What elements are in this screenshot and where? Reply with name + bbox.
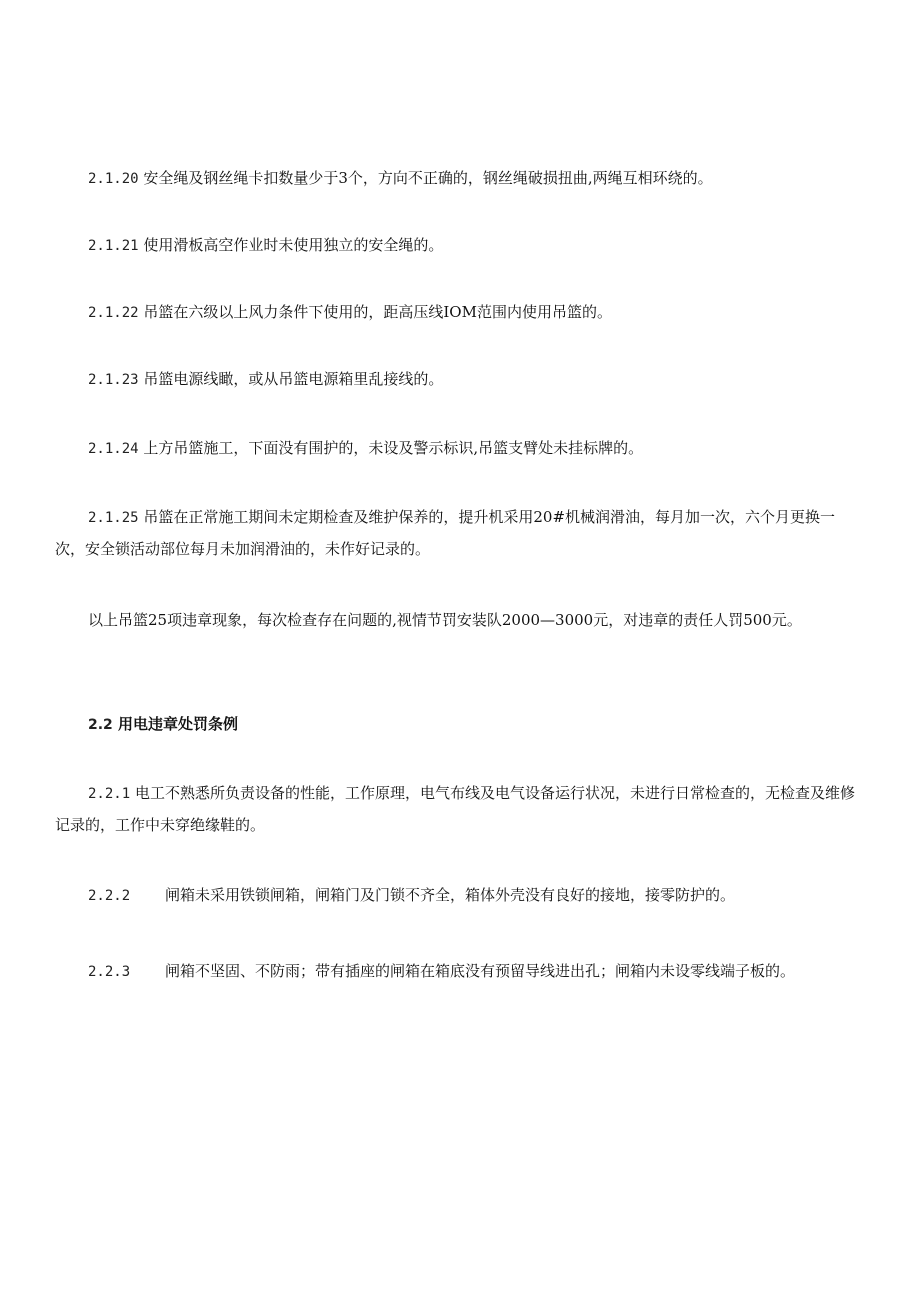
clause-number: 2.1.22 <box>88 305 139 321</box>
clause-2-2-3 <box>55 956 865 988</box>
summary-paragraph <box>55 605 865 636</box>
clause-number: 2.2.1 <box>88 786 131 802</box>
clause-text: 闸箱不坚固、不防雨；带有插座的闸箱在箱底没有预留导线进出孔；闸箱内未设零线端子板的。 <box>164 962 795 980</box>
clause-text: 吊篮电源线瞰，或从吊篮电源箱里乱接线的。 <box>143 370 444 388</box>
clause-text: 电工不熟悉所负责设备的性能，工作原理，电气布线及电气设备运行状况，未进行日常检查的，无检查及维修记录的，工作中未穿绝缘鞋的。 <box>55 784 855 834</box>
clause-number: 2.1.20 <box>88 171 139 187</box>
clause-2-1-23 <box>55 364 865 396</box>
clause-2-1-22 <box>55 297 865 329</box>
clause-2-2-2 <box>55 880 865 912</box>
clause-text: 上方吊篮施工，下面没有围护的，未设及警示标识,吊篮支臂处未挂标牌的。 <box>143 439 644 457</box>
clause-number: 2.1.23 <box>88 372 139 388</box>
clause-text: 使用滑板高空作业时未使用独立的安全绳的。 <box>143 236 444 254</box>
clause-2-1-20 <box>55 163 865 195</box>
clause-number: 2.1.24 <box>88 441 139 457</box>
clause-2-1-24 <box>55 433 865 465</box>
clause-2-2-1 <box>55 778 865 841</box>
clause-text: 安全绳及钢丝绳卡扣数量少于3个，方向不正确的，钢丝绳破损扭曲,两绳互相环绕的。 <box>143 169 713 187</box>
clause-text: 吊篮在正常施工期间未定期检查及维护保养的，提升机采用20#机械润滑油，每月加一次，六个月更换一次，安全锁活动部位每月未加润滑油的，未作好记录的。 <box>55 508 836 558</box>
clause-text: 闸箱未采用铁锁闸箱，闸箱门及门锁不齐全，箱体外壳没有良好的接地，接零防护的。 <box>164 886 735 904</box>
clause-number: 2.2.2 <box>88 888 131 904</box>
clause-2-1-21 <box>55 230 865 262</box>
clause-number: 2.1.21 <box>88 238 139 254</box>
clause-number: 2.2.3 <box>88 964 131 980</box>
section-heading <box>55 709 865 741</box>
section-title: 用电违章处罚条例 <box>118 715 239 733</box>
section-number: 2.2 <box>88 717 113 733</box>
summary-text: 以上吊篮25项违章现象，每次检查存在问题的,视情节罚安装队2000—3000元，对违章的责任人罚500元。 <box>88 611 802 629</box>
clause-number: 2.1.25 <box>88 510 139 526</box>
clause-text: 吊篮在六级以上风力条件下使用的，距高压线IOM范围内使用吊篮的。 <box>143 303 612 321</box>
clause-2-1-25 <box>55 502 865 565</box>
